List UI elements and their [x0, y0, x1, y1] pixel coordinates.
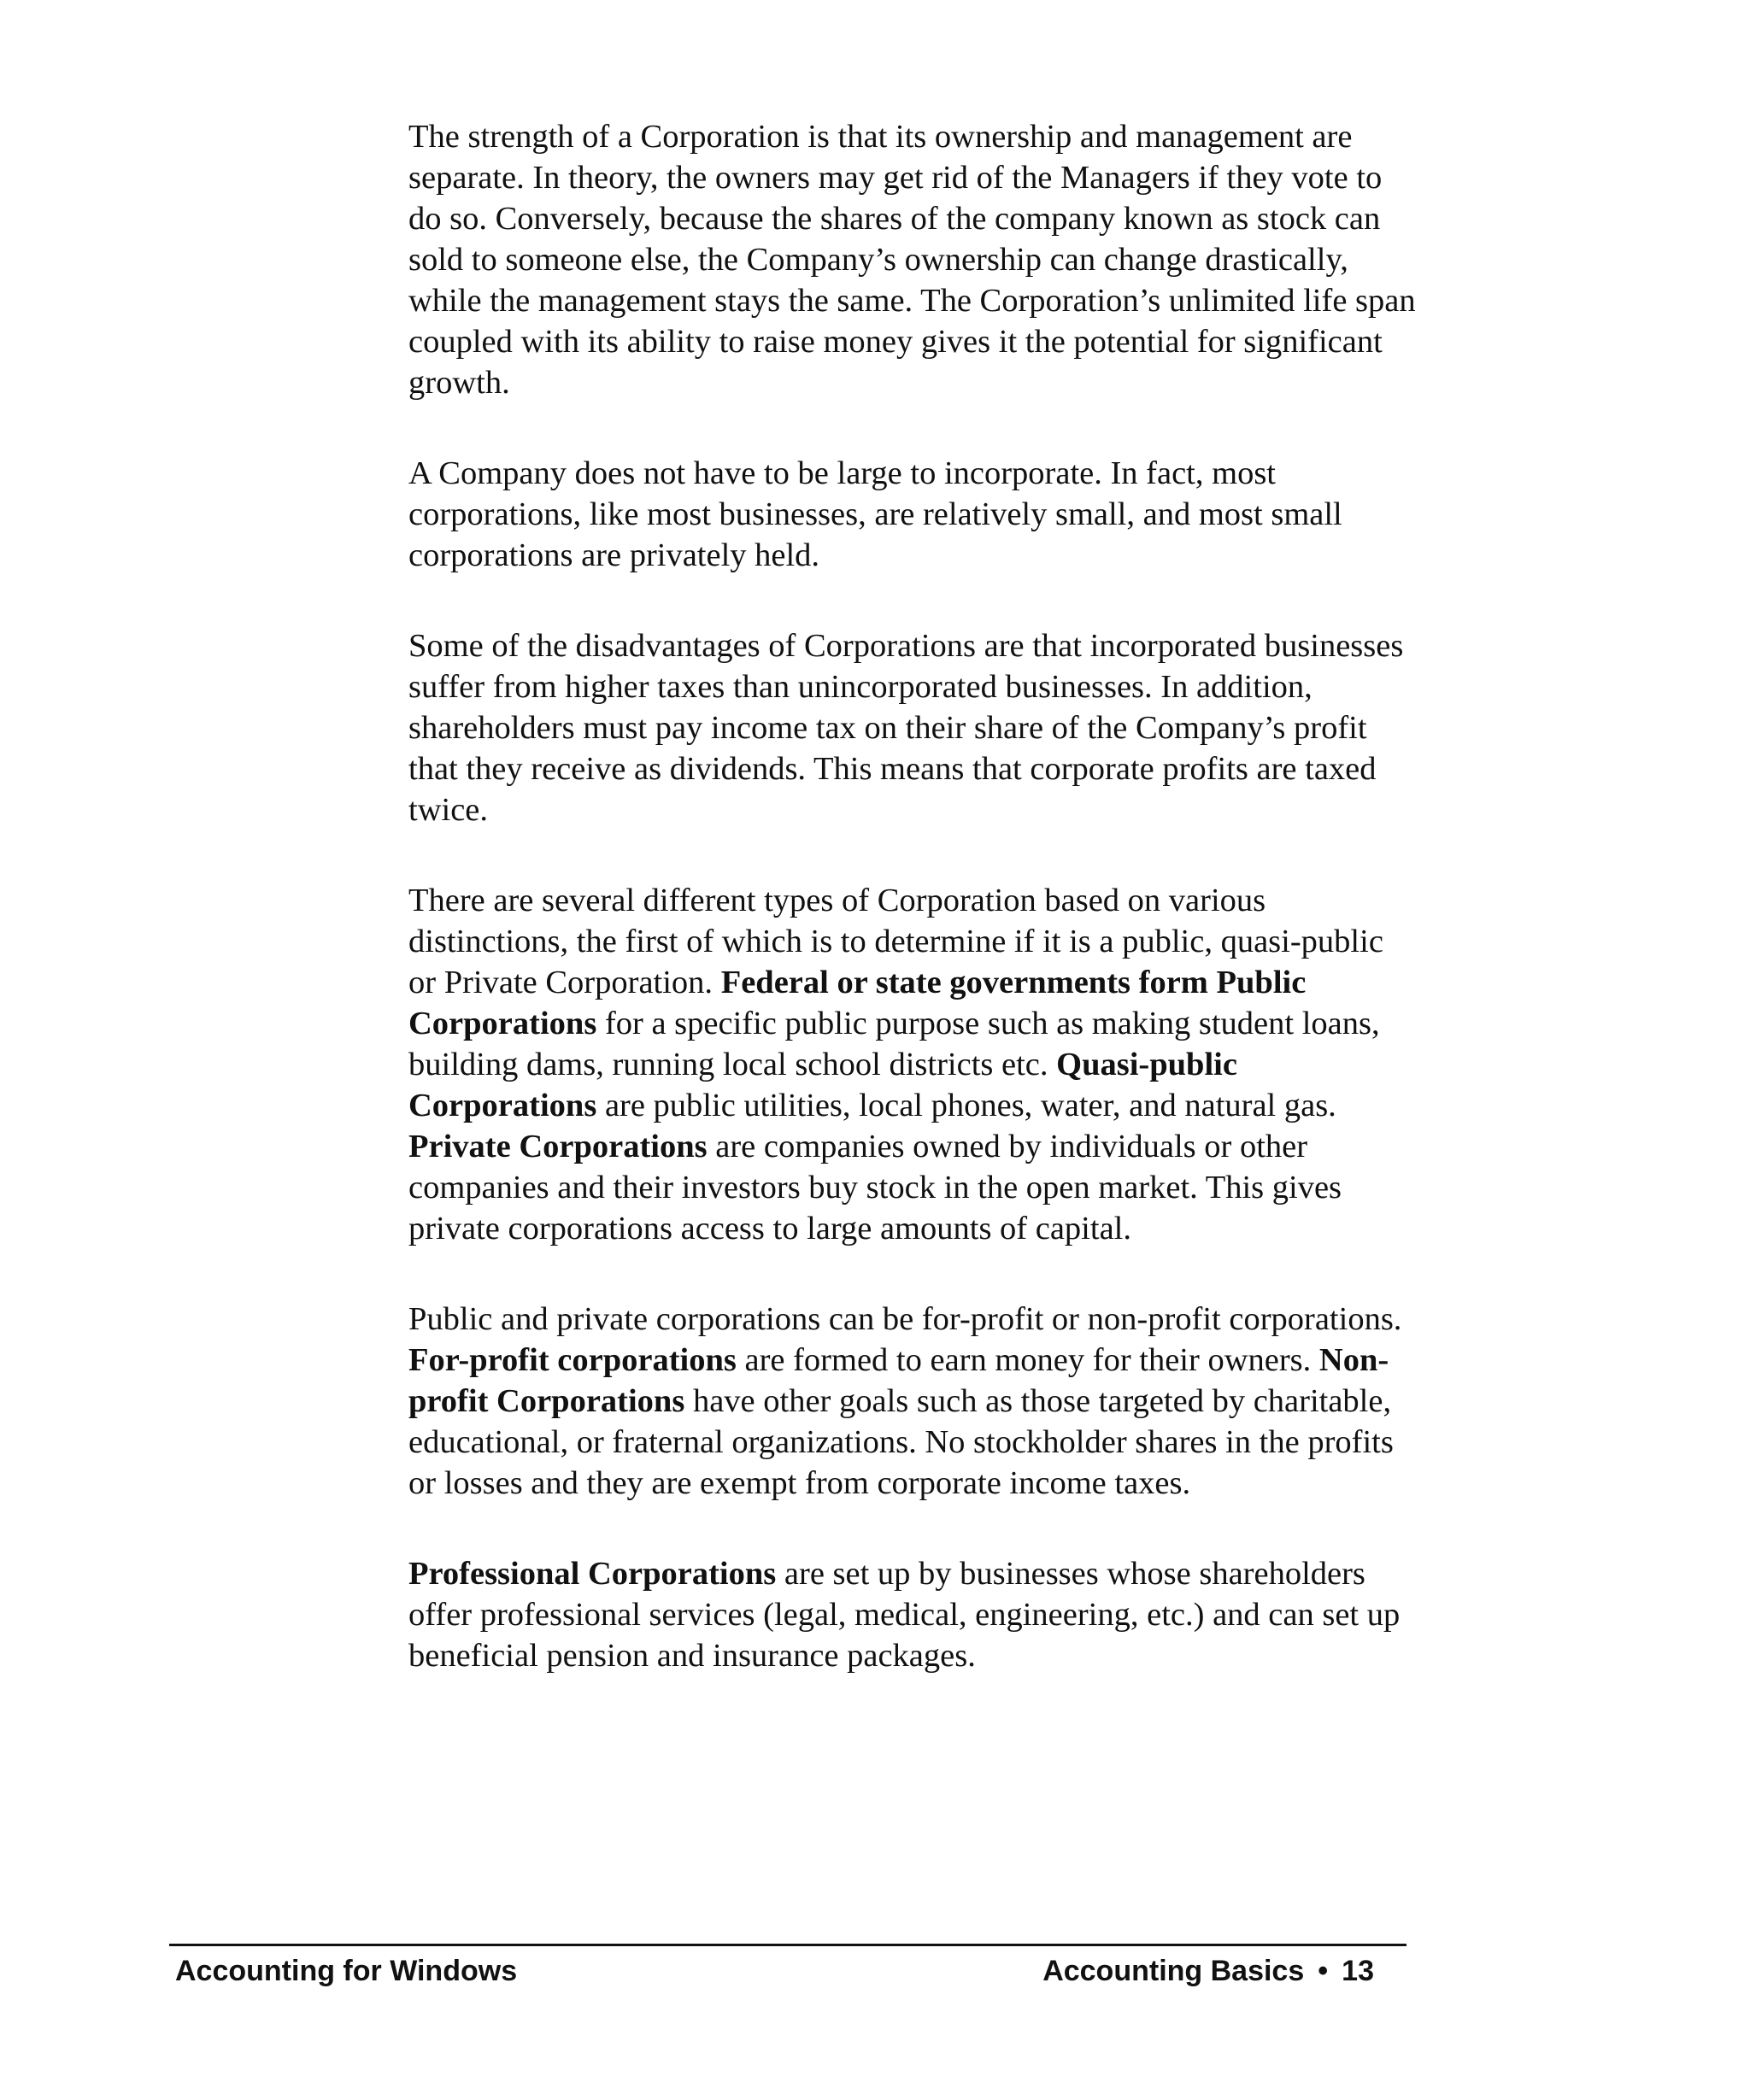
- paragraph-text: The strength of a Corporation is that its ownership and management are separate. In theory, the owners may get rid of the Managers if they vote to do so. Conversely, because the shares of the company known as stock can sold to someone else, the Company’s ownership can change drastically, while the management stays the same. The Corporation’s unlimited life span coupled with its ability to raise money gives it the potential for significant growth.: [408, 119, 1416, 401]
- bold-term-public-corporations: Federal or state governments form Public Corporations: [408, 965, 1307, 1041]
- paragraph-text: are formed to earn money for their owners.: [736, 1342, 1319, 1378]
- paragraph-text: A Company does not have to be large to incorporate. In fact, most corporations, like most businesses, are relatively small, and most small corporations are privately held.: [408, 455, 1342, 573]
- paragraph-text: are public utilities, local phones, water, and natural gas.: [596, 1088, 1336, 1123]
- paragraph-company-size: [408, 453, 1417, 576]
- paragraph-text: are set up by businesses whose shareholders offer professional services (legal, medical, engineering, etc.) and can set up beneficial pension and insurance packages.: [408, 1556, 1401, 1674]
- bold-term-for-profit-corporations: For-profit corporations: [408, 1342, 737, 1378]
- paragraph-profit-nonprofit: [408, 1299, 1417, 1504]
- paragraph-corporation-strength: [408, 116, 1417, 403]
- footer-section-title: Accounting Basics: [1042, 1955, 1305, 1987]
- paragraph-text: There are several different types of Corporation based on various distinctions, the first of which is to determine if it is a public, quasi-public or Private Corporation.: [408, 883, 1383, 1000]
- footer-rule: [169, 1944, 1406, 1946]
- footer-bullet: •: [1318, 1955, 1329, 1987]
- paragraph-text: have other goals such as those targeted by charitable, educational, or fraternal organizations. No stockholder shares in the profits or losses and they are exempt from corporate income taxes.: [408, 1383, 1394, 1501]
- bold-term-non-profit-corporations: Non-profit Corporations: [408, 1342, 1389, 1419]
- body-text: [408, 116, 1417, 1726]
- paragraph-corporation-types: [408, 880, 1417, 1249]
- paragraph-text: Some of the disadvantages of Corporations are that incorporated businesses suffer from higher taxes than unincorporated businesses. In addition, shareholders must pay income tax on their share of the Company’s profit that they receive as dividends. This means that corporate profits are taxed twice.: [408, 628, 1404, 828]
- bold-term-private-corporations: Private Corporations: [408, 1129, 708, 1164]
- footer-page-info: [1042, 1955, 1374, 1988]
- footer-page-number: 13: [1342, 1955, 1374, 1987]
- footer-book-title: Accounting for Windows: [175, 1955, 518, 1987]
- paragraph-professional-corporations: [408, 1553, 1417, 1676]
- paragraph-text: for a specific public purpose such as making student loans, building dams, running local school districts etc.: [408, 1006, 1380, 1082]
- paragraph-text: Public and private corporations can be for-profit or non-profit corporations.: [408, 1301, 1402, 1337]
- bold-term-professional-corporations: Professional Corporations: [408, 1556, 777, 1592]
- paragraph-text: are companies owned by individuals or other companies and their investors buy stock in the open market. This gives private corporations access to large amounts of capital.: [408, 1129, 1342, 1247]
- paragraph-disadvantages: [408, 625, 1417, 830]
- bold-term-quasi-public-corporations: Quasi-public Corporations: [408, 1047, 1237, 1123]
